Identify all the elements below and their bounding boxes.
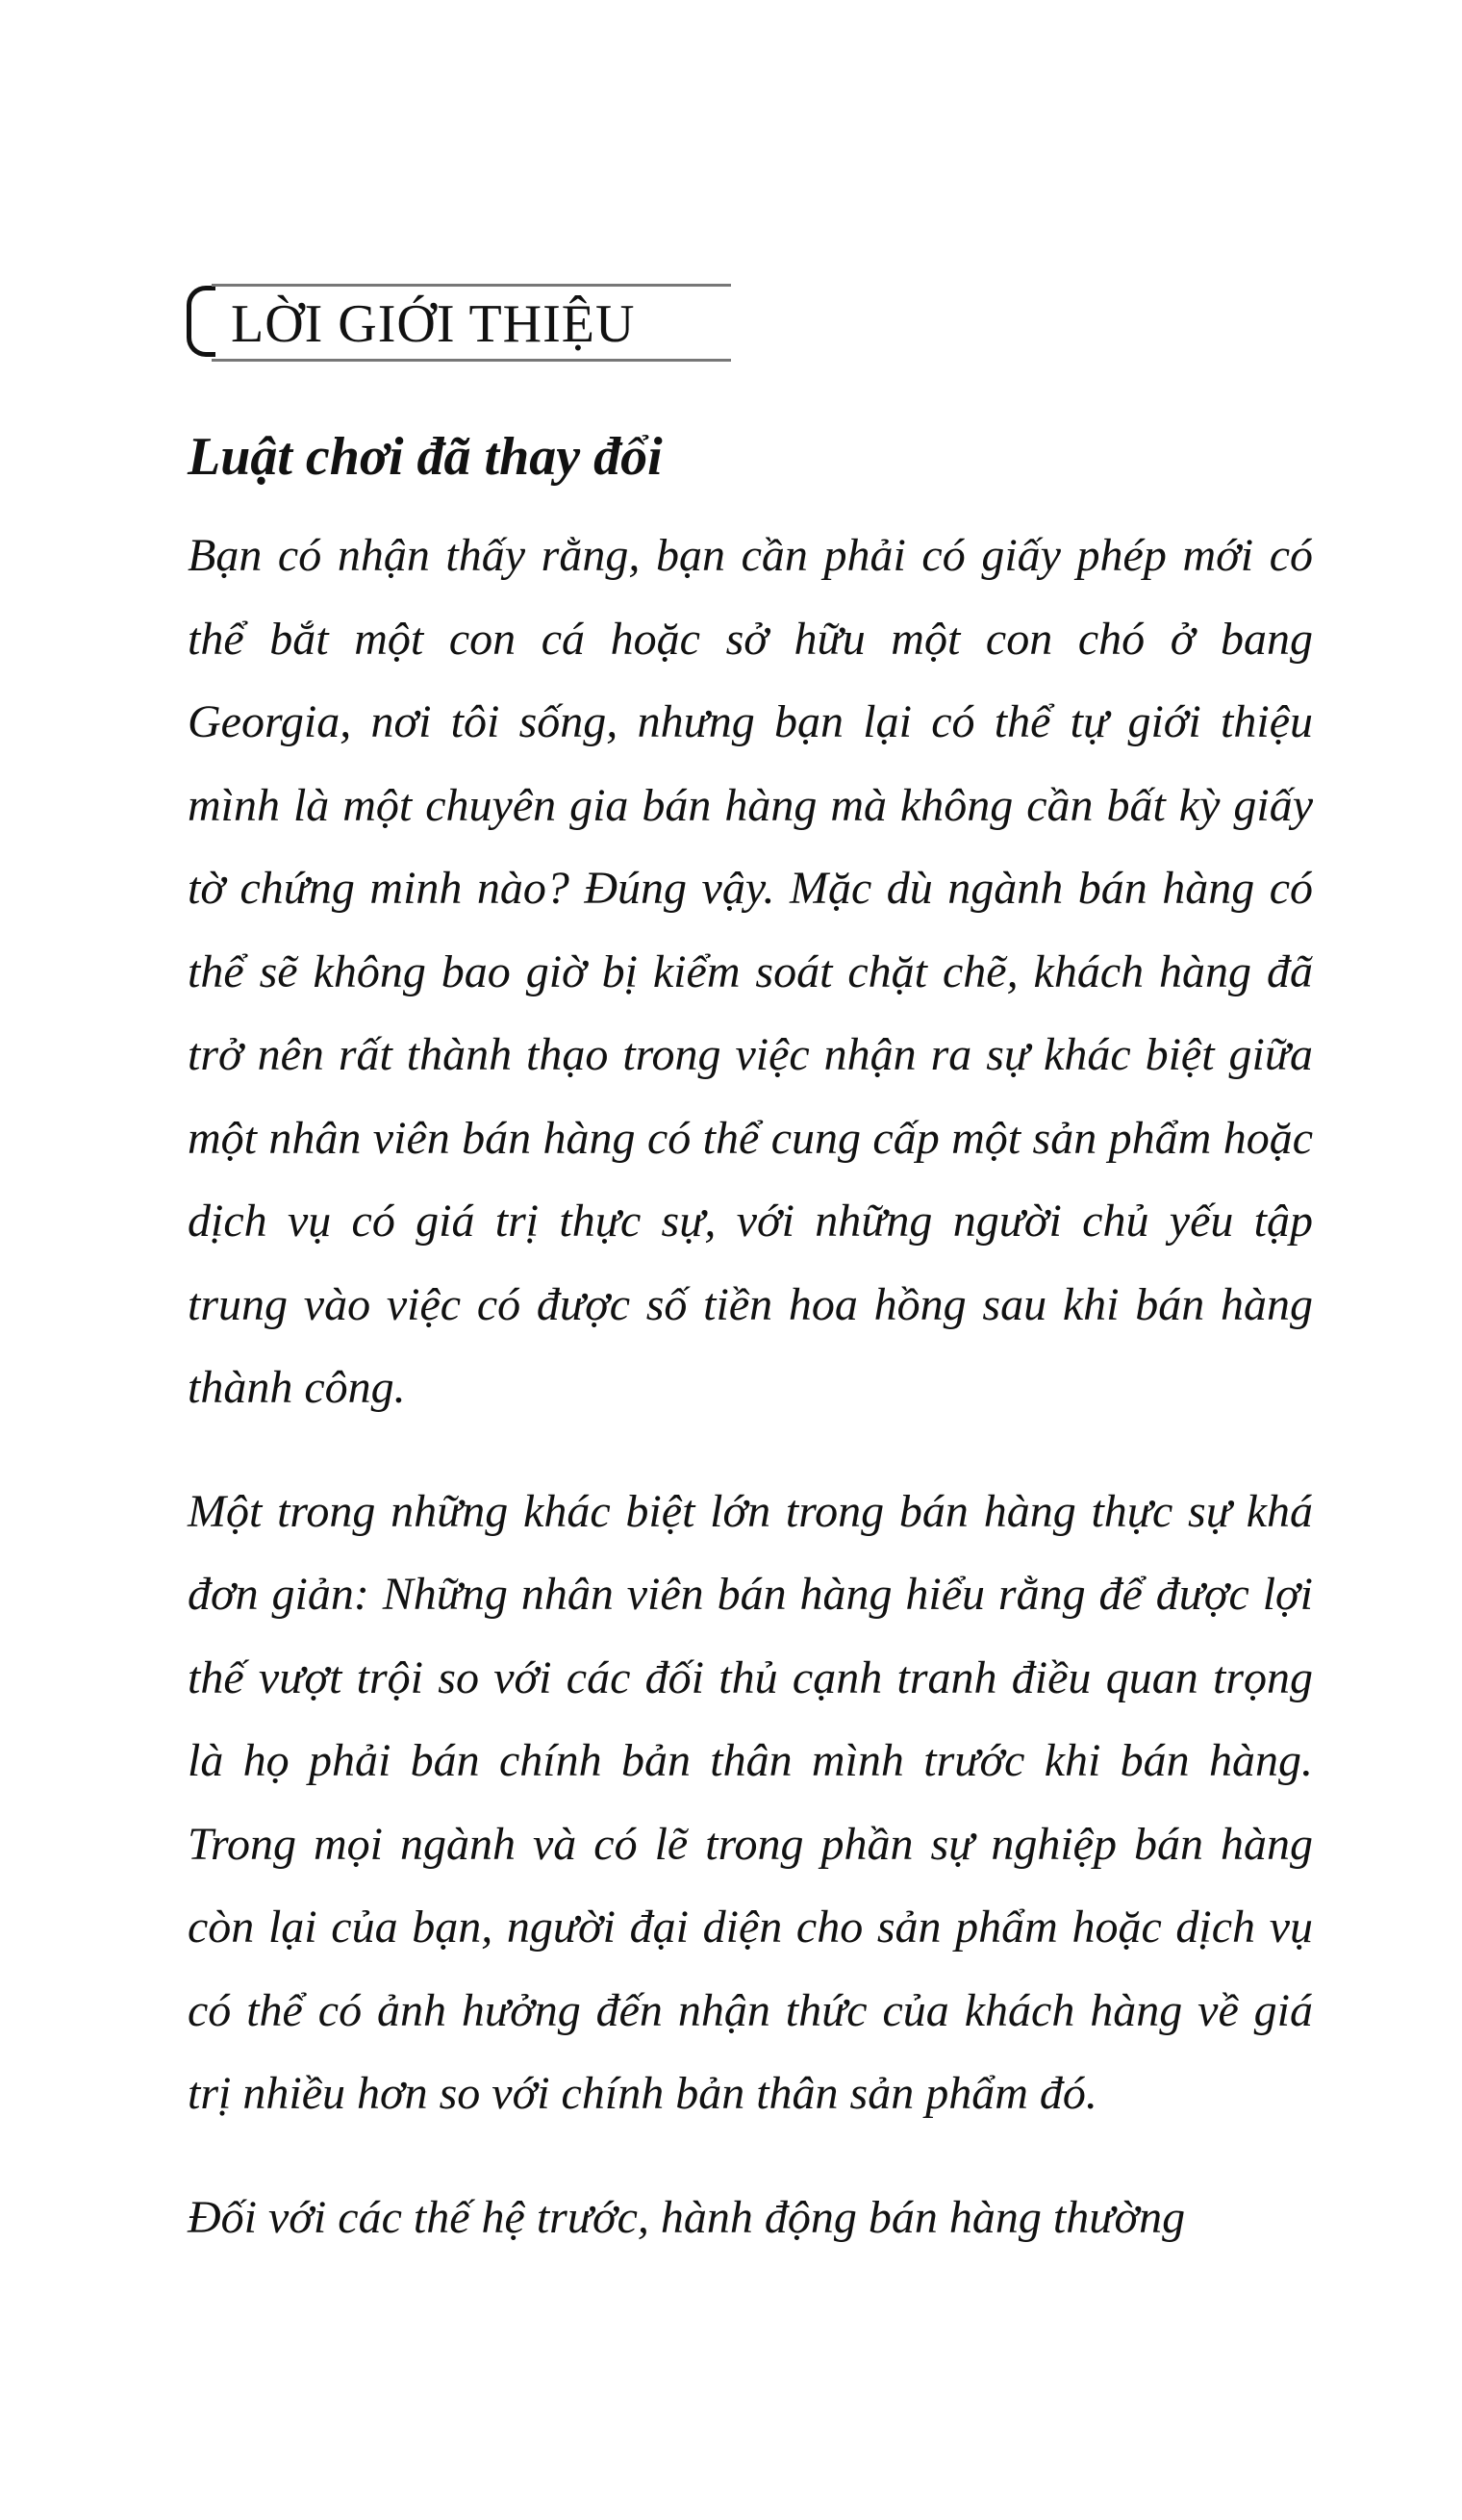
header-bracket-ornament bbox=[187, 286, 215, 357]
body-text bbox=[188, 515, 1313, 2259]
header-rule-bottom bbox=[212, 359, 731, 362]
section-header bbox=[183, 274, 731, 382]
paragraph: Bạn có nhận thấy rằng, bạn cần phải có giấy phép mới có thể bắt một con cá hoặc sở hữu một con chó ở bang Georgia, nơi tôi sống, nhưng bạn lại có thể tự giới thiệu mình là một chuyên gia bán hàng mà không cần bất kỳ giấy tờ chứng minh nào? Đúng vậy. Mặc dù ngành bán hàng có thể sẽ không bao giờ bị kiểm soát chặt chẽ, khách hàng đã trở nên rất thành thạo trong việc nhận ra sự khác biệt giữa một nhân viên bán hàng có thể cung cấp một sản phẩm hoặc dịch vụ có giá trị thực sự, với những người chủ yếu tập trung vào việc có được số tiền hoa hồng sau khi bán hàng thành công. bbox=[188, 530, 1313, 1413]
paragraph: Đối với các thế hệ trước, hành động bán hàng thường bbox=[188, 2191, 1186, 2243]
section-title: LỜI GIỚI THIỆU bbox=[231, 294, 636, 354]
header-rule-top bbox=[212, 284, 731, 287]
chapter-subtitle: Luật chơi đã thay đổi bbox=[188, 427, 663, 487]
paragraph: Một trong những khác biệt lớn trong bán hàng thực sự khá đơn giản: Những nhân viên bán hàng hiểu rằng để được lợi thế vượt trội so với các đối thủ cạnh tranh điều quan trọng là họ phải bán chính bản thân mình trước khi bán hàng. Trong mọi ngành và có lẽ trong phần sự nghiệp bán hàng còn lại của bạn, người đại diện cho sản phẩm hoặc dịch vụ có thể có ảnh hưởng đến nhận thức của khách hàng về giá trị nhiều hơn so với chính bản thân sản phẩm đó. bbox=[188, 1485, 1313, 2119]
